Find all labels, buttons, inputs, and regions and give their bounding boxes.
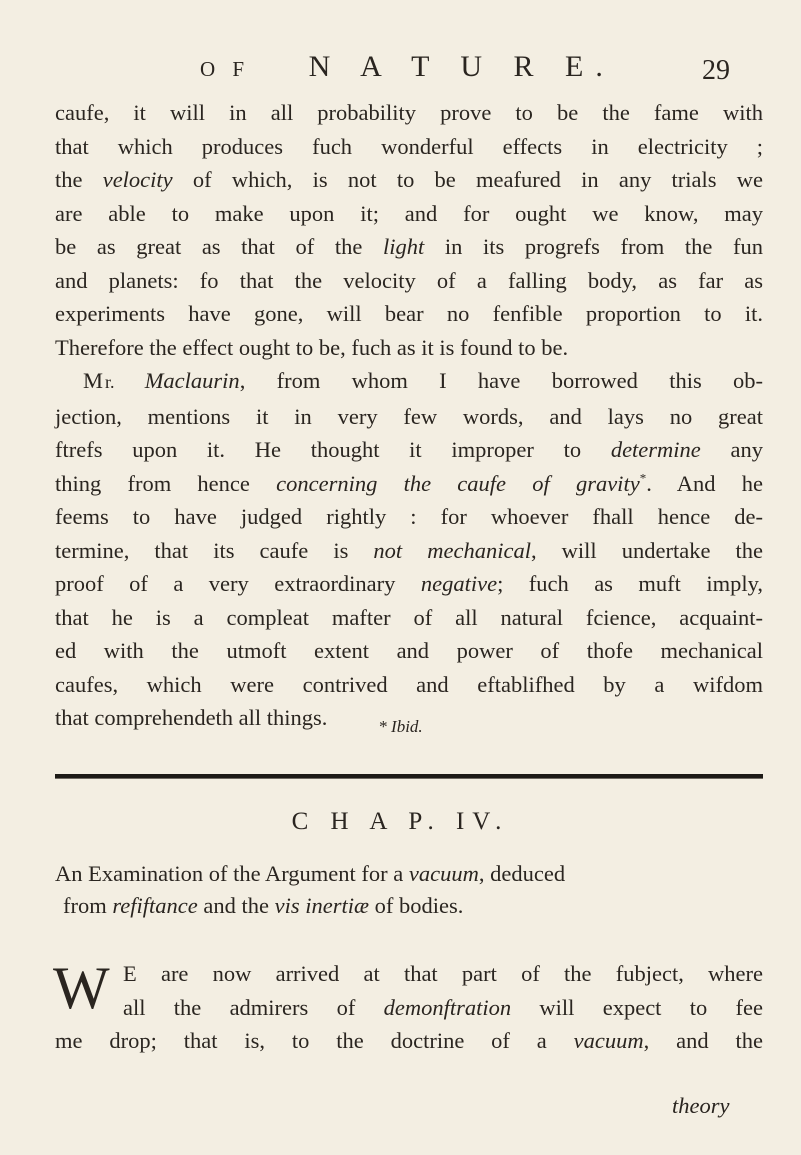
italic-run: vacuum <box>408 861 479 886</box>
text-run: of bodies. <box>369 893 464 918</box>
running-head <box>200 50 660 84</box>
italic-run: demonftration <box>383 994 512 1020</box>
text-run: M <box>83 368 106 393</box>
text-run: termine, that its caufe is <box>55 537 374 563</box>
italic-run: vacuum <box>573 1028 644 1053</box>
section-divider <box>55 774 763 778</box>
text-line <box>55 364 763 400</box>
text-run: the <box>55 167 103 192</box>
drop-cap: W <box>53 955 110 1021</box>
text-run: of which, is not to be meafured in any trials we <box>172 167 763 192</box>
text-line: feems to have judged rightly : for whoever fhall hence de- <box>55 504 763 529</box>
text-line: jection, mentions it in very few words, and lays no great <box>55 403 763 429</box>
text-run: be as great as that of the <box>55 234 384 259</box>
text-run: , will undertake the <box>530 537 764 563</box>
running-head-of: O F <box>200 57 251 81</box>
text-run: An Examination of the Argument for a <box>55 861 409 886</box>
text-line <box>55 163 763 197</box>
text-line <box>55 534 763 568</box>
chapter-heading: C H A P. IV. <box>291 808 510 835</box>
italic-run: refiftance <box>112 893 198 918</box>
text-run: me drop; that is, to the doctrine of a <box>55 1028 574 1053</box>
text-line <box>55 433 763 467</box>
page-number: 29 <box>702 55 730 86</box>
italic-run: negative <box>420 571 498 596</box>
text-line <box>55 567 763 601</box>
text-run: from <box>63 893 113 918</box>
catchword: theory <box>672 1093 730 1118</box>
italic-run: velocity <box>102 167 173 192</box>
text-run: all the admirers of <box>123 994 384 1020</box>
text-line: caufes, which were contrived and eftablifhed by a wifdom <box>55 671 763 697</box>
text-run: in its progrefs from the fun <box>424 234 763 259</box>
footnote: * Ibid. <box>378 717 423 736</box>
text-line <box>55 991 763 1025</box>
text-line: E are now arrived at that part of the fubject, where <box>123 961 763 986</box>
paragraph-1 <box>55 96 763 364</box>
text-run: will expect to fee <box>511 994 763 1020</box>
text-line: Therefore the effect ought to be, fuch as it is found to be. <box>55 334 569 360</box>
text-line: caufe, it will in all probability prove to be the fame with <box>55 100 763 125</box>
text-line <box>55 230 763 264</box>
text-run: r. <box>105 372 145 392</box>
text-run: thing from hence <box>55 470 277 496</box>
text-line: and planets: fo that the velocity of a falling body, as far as <box>55 267 763 293</box>
chapter-body <box>55 957 763 1058</box>
body-text <box>55 96 763 735</box>
text-run: , and the <box>643 1028 763 1053</box>
italic-run: concerning the caufe of gravity <box>276 470 640 496</box>
text-line: that he is a compleat mafter of all natural fcience, acquaint- <box>55 604 763 630</box>
text-line: that which produces fuch wonderful effects in electricity ; <box>55 133 763 159</box>
italic-run: Maclaurin <box>144 368 240 393</box>
text-run: ftrefs upon it. He thought it improper to <box>55 437 611 462</box>
text-line: ed with the utmoft extent and power of thofe mechanical <box>55 638 763 663</box>
text-run: any <box>700 437 763 462</box>
text-run: . And he <box>646 470 764 496</box>
chapter-title <box>55 858 763 922</box>
text-run: , deduced <box>478 861 566 886</box>
text-run: proof of a very extraordinary <box>55 571 421 596</box>
paragraph-2 <box>55 364 763 735</box>
italic-run: not mechanical <box>373 537 531 563</box>
text-line: experiments have gone, will bear no fenfible proportion to it. <box>55 301 763 326</box>
italic-run: light <box>383 234 425 259</box>
text-line <box>55 890 763 922</box>
text-line <box>55 467 763 501</box>
running-head-title: N A T U R E. <box>308 50 615 83</box>
footnote-marker: * <box>639 470 647 485</box>
italic-run: determine <box>610 437 701 462</box>
text-run: ; fuch as muft imply, <box>497 571 763 596</box>
text-line: that comprehendeth all things. <box>55 705 328 730</box>
text-line <box>55 1024 763 1058</box>
text-line <box>55 858 763 890</box>
italic-run: vis inertiæ <box>274 893 369 918</box>
text-run: , from whom I have borrowed this ob- <box>239 368 763 393</box>
text-line: are able to make upon it; and for ought we know, may <box>55 200 763 226</box>
text-run: and the <box>197 893 275 918</box>
